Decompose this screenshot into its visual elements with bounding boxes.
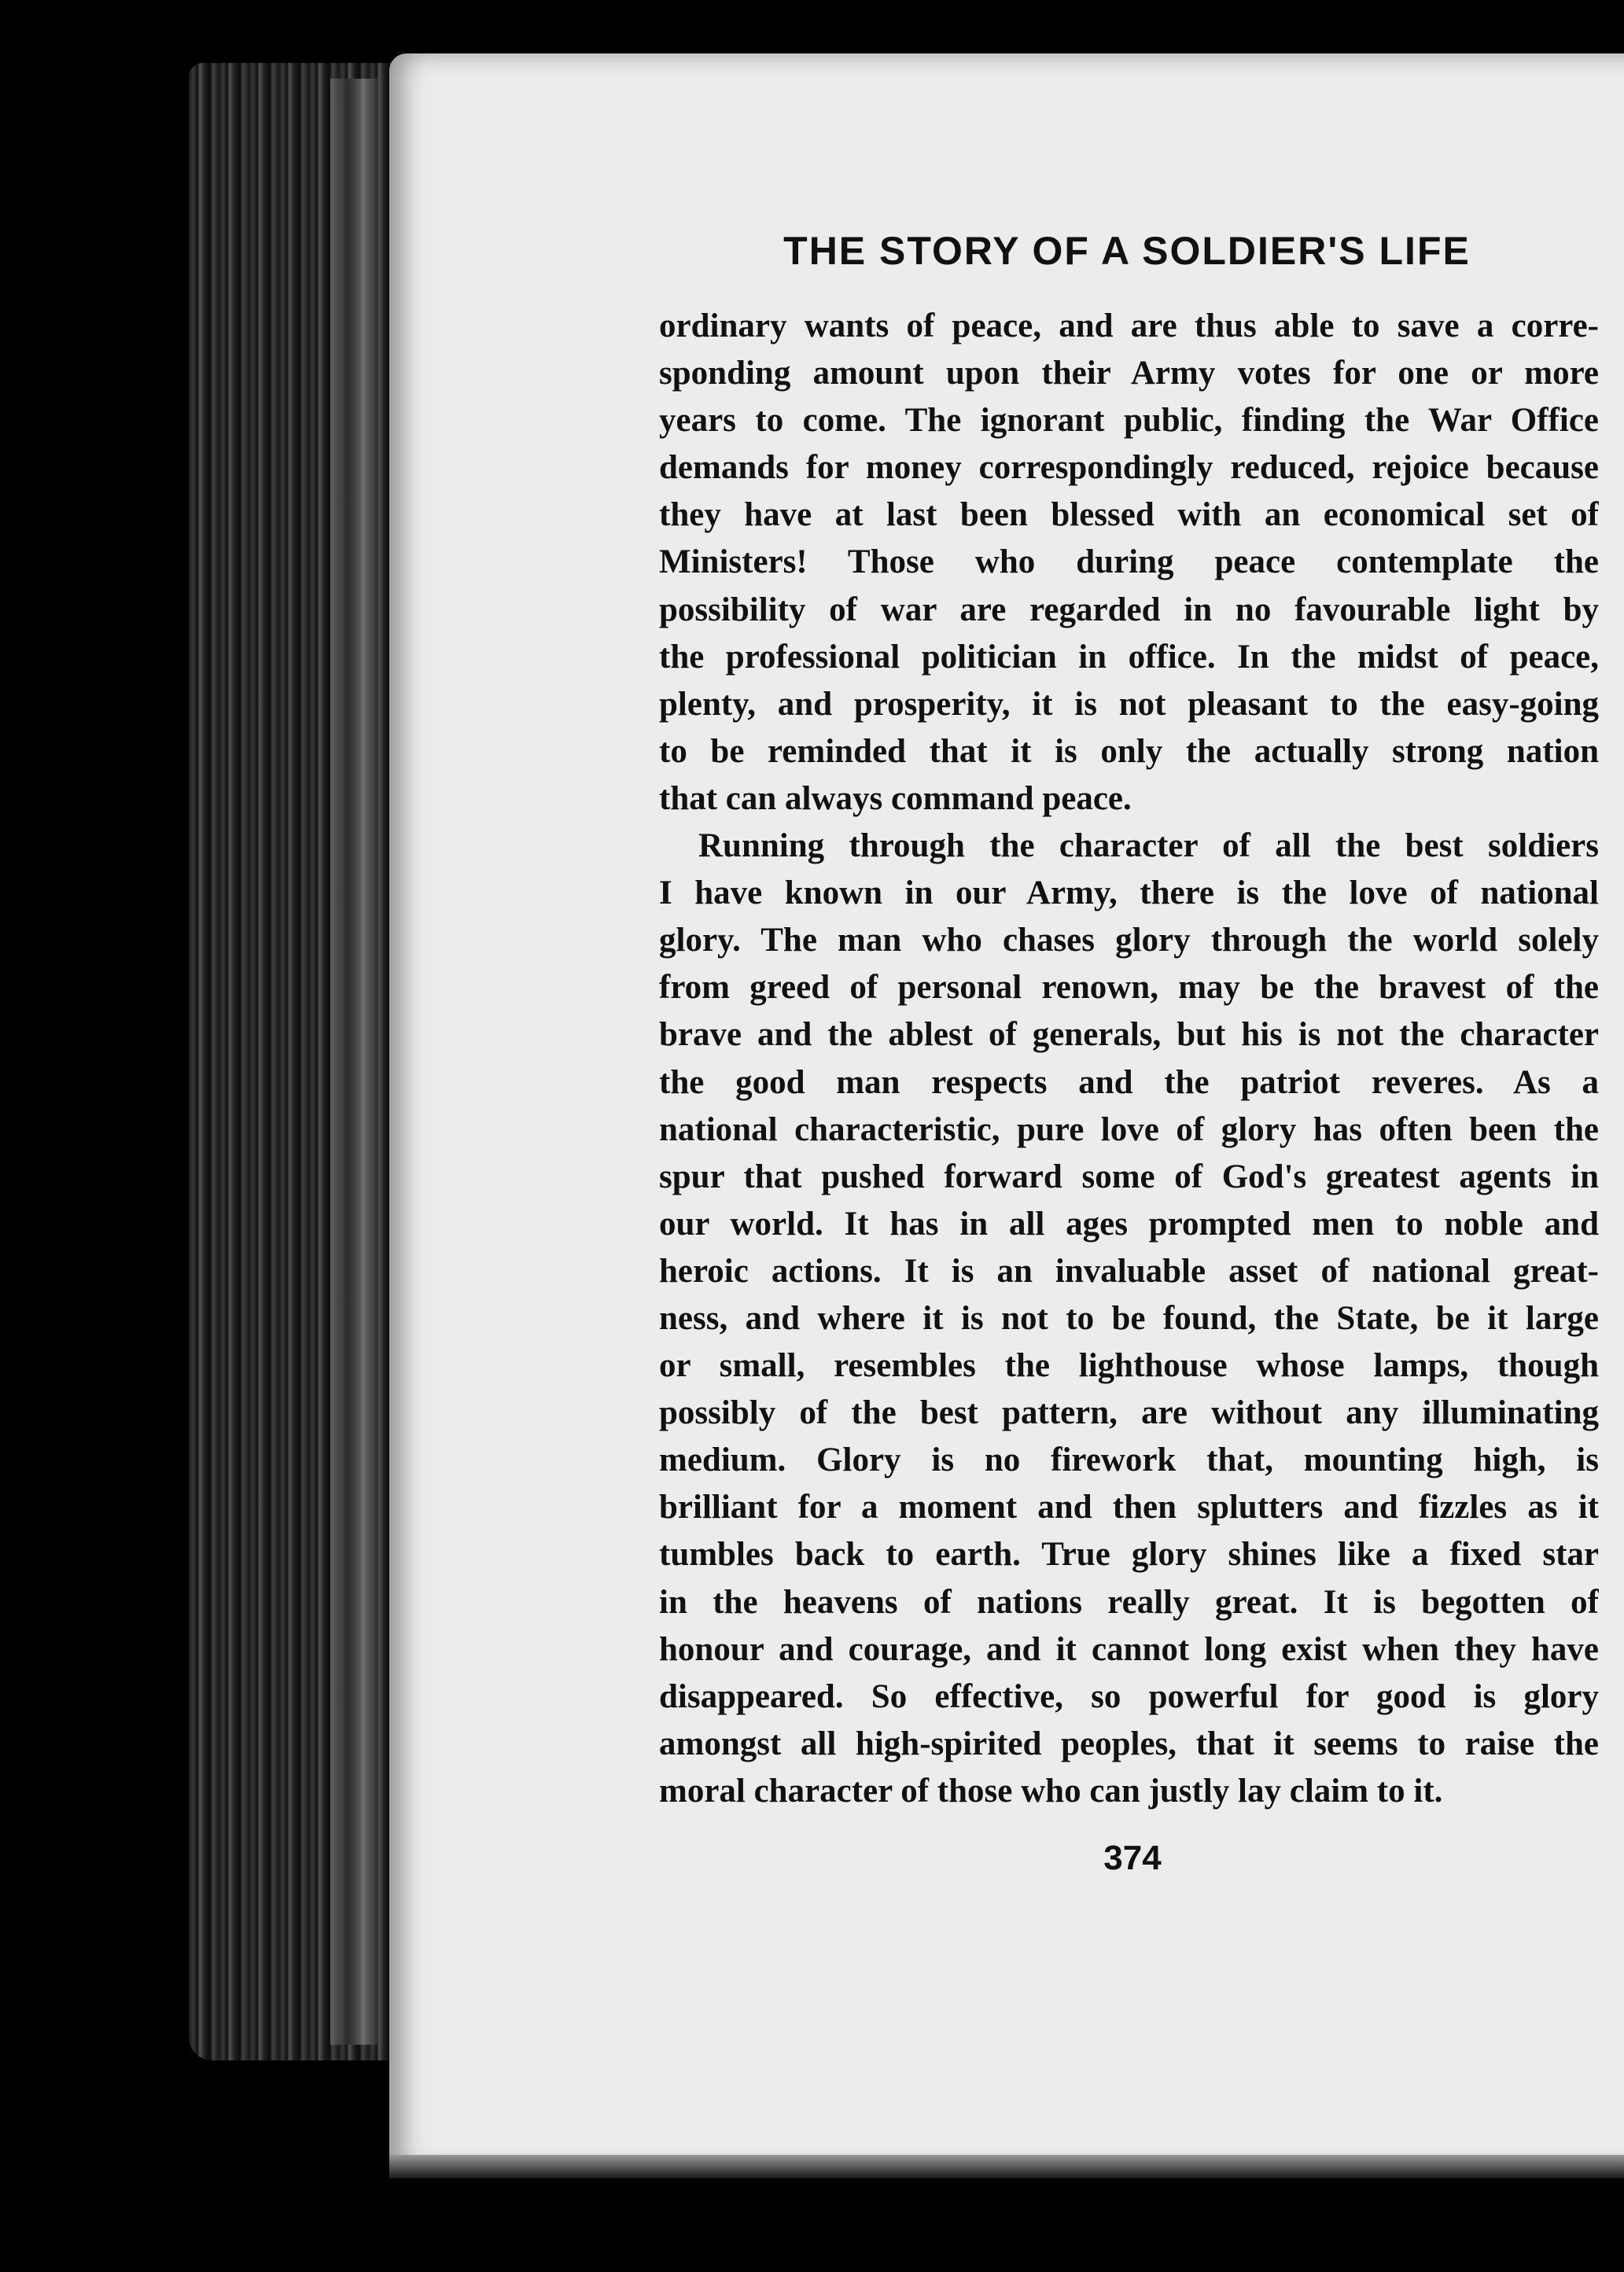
text-line: the good man respects and the patriot reveres. As a bbox=[659, 1063, 1599, 1101]
body-text bbox=[659, 303, 1599, 1815]
text-line: heroic actions. It is an invaluable asset of national great- bbox=[659, 1252, 1599, 1290]
text-line: in the heavens of nations really great. It is begotten of bbox=[659, 1583, 1599, 1621]
text-line: medium. Glory is no firework that, mounting high, is bbox=[659, 1442, 1599, 1479]
text-line: the professional politician in office. In the midst of peace, bbox=[659, 638, 1599, 676]
text-line: possibility of war are regarded in no favourable light by bbox=[659, 591, 1599, 628]
text-line: moral character of those who can justly lay claim to it. bbox=[659, 1772, 1443, 1810]
text-line: plenty, and prosperity, it is not pleasant to the easy-going bbox=[659, 685, 1599, 723]
text-line: that can always command peace. bbox=[659, 779, 1132, 817]
page-number: 374 bbox=[1103, 1839, 1162, 1877]
text-line: I have known in our Army, there is the love of national bbox=[659, 875, 1599, 912]
text-line: national characteristic, pure love of glory has often been the bbox=[659, 1110, 1599, 1148]
text-line: or small, resembles the lighthouse whose lamps, though bbox=[659, 1347, 1599, 1385]
text-line: they have at last been blessed with an economical set of bbox=[659, 496, 1599, 534]
text-line: ness, and where it is not to be found, the State, be it large bbox=[659, 1299, 1599, 1337]
page-bottom-edge bbox=[389, 2155, 1624, 2178]
text-line: our world. It has in all ages prompted men to noble and bbox=[659, 1205, 1599, 1243]
text-line: to be reminded that it is only the actually strong nation bbox=[659, 732, 1599, 770]
text-line: Running through the character of all the best soldiers bbox=[698, 827, 1599, 865]
text-line: possibly of the best pattern, are without any illuminating bbox=[659, 1394, 1599, 1432]
text-line: Ministers! Those who during peace contemplate the bbox=[659, 543, 1599, 581]
text-line: demands for money correspondingly reduced, rejoice because bbox=[659, 449, 1599, 487]
text-line: brave and the ablest of generals, but his is not the character bbox=[659, 1016, 1599, 1054]
text-line: glory. The man who chases glory through the world solely bbox=[659, 922, 1599, 959]
text-line: brilliant for a moment and then splutters and fizzles as it bbox=[659, 1489, 1599, 1526]
text-line: tumbles back to earth. True glory shines like a fixed star bbox=[659, 1536, 1599, 1574]
book-edge-highlight bbox=[330, 79, 377, 2045]
text-line: sponding amount upon their Army votes for one or more bbox=[659, 355, 1599, 392]
text-line: from greed of personal renown, may be the bravest of the bbox=[659, 969, 1599, 1007]
text-line: ordinary wants of peace, and are thus able to save a corre- bbox=[659, 307, 1599, 344]
text-line: spur that pushed forward some of God's greatest agents in bbox=[659, 1158, 1599, 1195]
running-head: THE STORY OF A SOLDIER'S LIFE bbox=[783, 229, 1471, 273]
text-line: honour and courage, and it cannot long exist when they have bbox=[659, 1630, 1599, 1668]
text-line: disappeared. So effective, so powerful for good is glory bbox=[659, 1677, 1599, 1715]
text-line: years to come. The ignorant public, finding the War Office bbox=[659, 402, 1599, 440]
text-line: amongst all high-spirited peoples, that it seems to raise the bbox=[659, 1725, 1599, 1762]
